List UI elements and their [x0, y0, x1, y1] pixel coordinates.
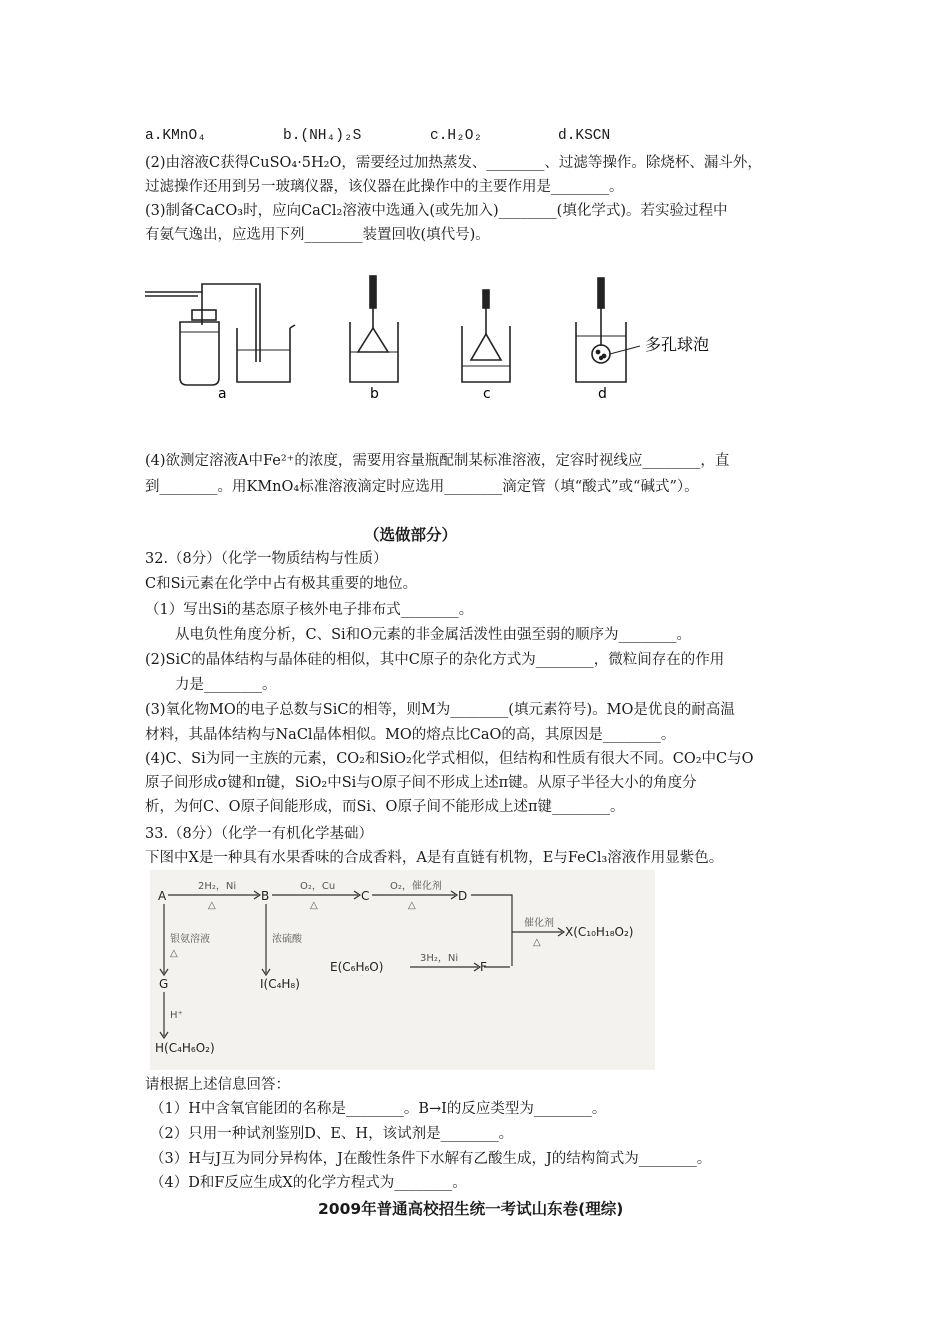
reagent-B-C: O₂，Cu [300, 881, 336, 892]
q33-intro: 下图中X是一种具有水果香味的合成香料，A是有直链有机物，E与FeCl₃溶液作用显紫色。 [145, 850, 724, 866]
q32-part3-line1: (3)氧化物MO的电子总数与SiC的相等，则M为________(填元素符号)。MO是优良的耐高温 [145, 702, 735, 718]
q32-part4-line2: 原子间形成σ键和π键，SiO₂中Si与O原子间不形成上述π键。从原子半径大小的角度分 [145, 775, 697, 791]
heat-B-C: △ [310, 900, 318, 911]
q32-header: 32.（8分）（化学一物质结构与性质） [145, 551, 388, 567]
q33-answer-1: （1）H中含氧官能团的名称是________。B→I的反应类型为________。 [150, 1101, 607, 1117]
q32-part3-line2: 材料，其晶体结构与NaCl晶体相似。MO的熔点比CaO的高，其原因是________。 [145, 727, 676, 743]
option-a: a.KMnO₄ [145, 128, 206, 144]
q31-part2-line1: (2)由溶液C获得CuSO₄·5H₂O，需要经过加热蒸发、________、过滤等操作。除烧杯、漏斗外， [145, 155, 762, 171]
node-F: F [480, 960, 487, 974]
reagent-C-D: O₂，催化剂 [390, 881, 442, 892]
option-c: c.H₂O₂ [430, 128, 483, 144]
q32-part1-line1: （1）写出Si的基态原子核外电子排布式________。 [145, 602, 474, 618]
option-d: d.KSCN [558, 128, 611, 144]
heat-C-D: △ [408, 900, 416, 911]
q31-part3-line1: (3)制备CaCO₃时，应向CaCl₂溶液中选通入(或先加入)________(填化学式)。若实验过程中 [145, 203, 728, 219]
q33-answer-2: （2）只用一种试剂鉴别D、E、H，该试剂是________。 [150, 1126, 514, 1142]
porous-bulb-annotation: 多孔球泡 [645, 335, 710, 354]
reagent-E-F: 3H₂，Ni [420, 953, 459, 964]
q31-part4-line2: 到________。用KMnO₄标准溶液滴定时应选用________滴定管（填“酸式”或“碱式”）。 [145, 479, 699, 495]
apparatus-figure [140, 270, 760, 410]
node-D: D [458, 889, 468, 903]
apparatus-b [350, 276, 398, 382]
reagent-A-B: 2H₂，Ni [198, 881, 237, 892]
q32-part4-line1: (4)C、Si为同一主族的元素，CO₂和SiO₂化学式相似，但结构和性质有很大不同。CO₂中C与O [145, 751, 754, 767]
node-H: H(C₄H₆O₂) [155, 1041, 215, 1055]
q32-part2-line1: (2)SiC的晶体结构与晶体硅的相似，其中C原子的杂化方式为________，微粒间存在的作用 [145, 652, 725, 668]
apparatus-d [576, 278, 640, 382]
apparatus-c [462, 290, 510, 382]
option-b: b.(NH₄)₂S [283, 128, 362, 144]
q33-prompt: 请根据上述信息回答： [145, 1077, 290, 1093]
q33-answer-3: （3）H与J互为同分异构体，J在酸性条件下水解有乙酸生成，J的结构简式为________。 [150, 1151, 712, 1167]
reagent-G-H: H⁺ [170, 1010, 183, 1021]
optional-section-title: （选做部分） [364, 526, 458, 544]
apparatus-label-d: d [598, 386, 607, 402]
node-C: C [361, 889, 370, 903]
q31-part2-line2: 过滤操作还用到另一玻璃仪器，该仪器在此操作中的主要作用是________。 [145, 179, 624, 195]
node-E: E(C₆H₆O) [330, 960, 384, 974]
q32-part4-line3: 析，为何C、O原子间能形成，而Si、O原子间不能形成上述π键________。 [145, 799, 625, 815]
reagent-A-G: 银氨溶液 [170, 934, 210, 945]
q32-intro: C和Si元素在化学中占有极其重要的地位。 [145, 576, 418, 592]
apparatus-a [145, 284, 295, 385]
q33-header: 33.（8分）（化学一有机化学基础） [145, 826, 374, 842]
heat-D-X: △ [533, 937, 541, 948]
q31-part3-line2: 有氨气逸出，应选用下列________装置回收(填代号)。 [145, 227, 490, 243]
reaction-scheme [150, 870, 655, 1070]
q32-part1-line2: 从电负性角度分析，C、Si和O元素的非金属活泼性由强至弱的顺序为________。 [175, 627, 692, 643]
apparatus-label-b: b [370, 386, 379, 402]
heat-A-B: △ [208, 900, 216, 911]
node-B: B [261, 889, 270, 903]
reagent-B-I: 浓硫酸 [272, 934, 302, 945]
reagent-D-X: 催化剂 [524, 918, 554, 929]
node-I: I(C₄H₈) [260, 977, 300, 991]
apparatus-label-a: a [218, 386, 227, 402]
node-G: G [159, 977, 169, 991]
footer-exam-title: 2009年普通高校招生统一考试山东卷(理综) [318, 1200, 624, 1218]
q32-part2-line2: 力是________。 [175, 677, 277, 693]
node-A: A [158, 889, 167, 903]
apparatus-label-c: c [483, 386, 491, 402]
q31-part4-line1: (4)欲测定溶液A中Fe²⁺的浓度，需要用容量瓶配制某标准溶液，定容时视线应________，直 [145, 453, 730, 469]
q33-answer-4: （4）D和F反应生成X的化学方程式为________。 [150, 1175, 467, 1191]
node-X: X(C₁₀H₁₈O₂) [565, 925, 634, 939]
heat-A-G: △ [170, 948, 178, 959]
